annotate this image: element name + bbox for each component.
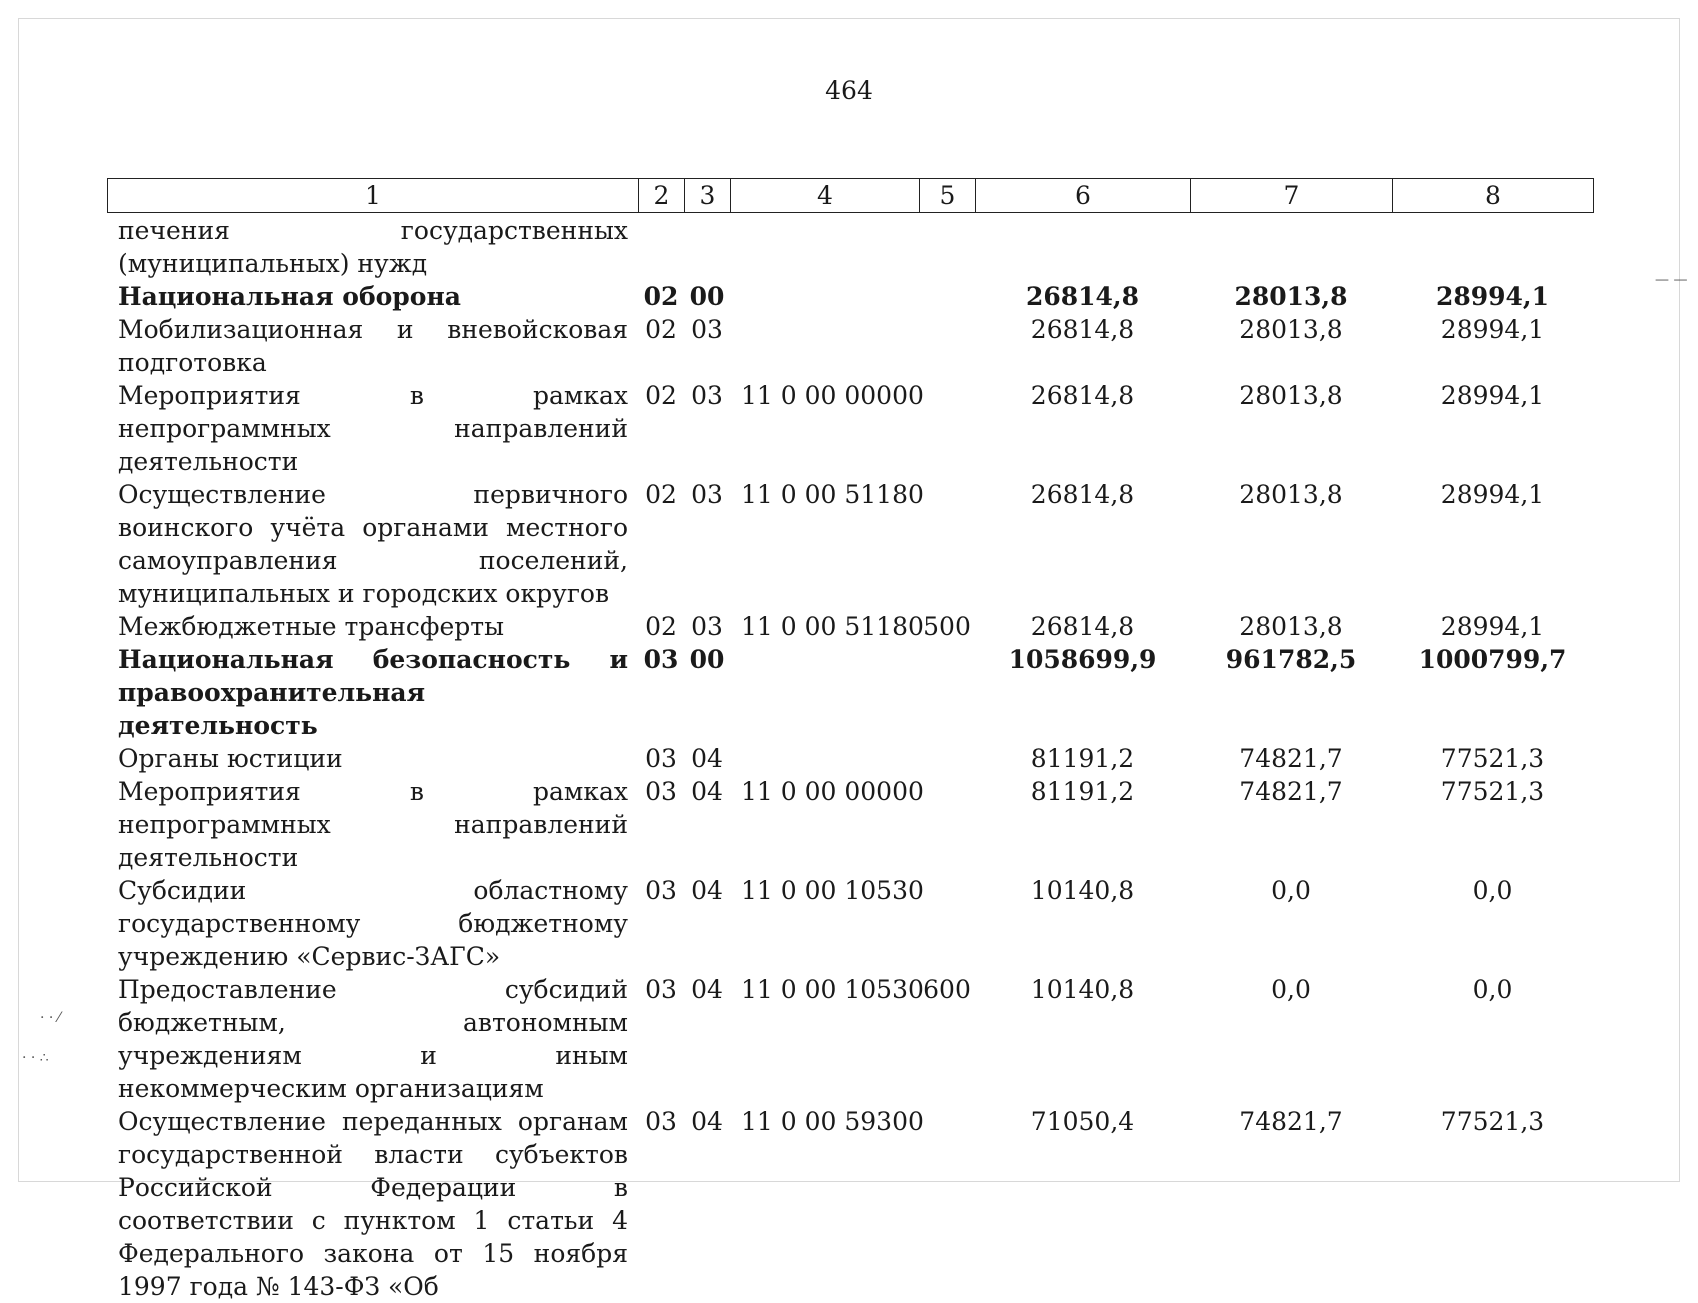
column-header-7: 7 bbox=[1191, 179, 1393, 213]
row-name: Мероприятия в рамках непрограммных направлений деятельности bbox=[118, 381, 628, 476]
column-header-8: 8 bbox=[1393, 179, 1594, 213]
row-amount-year1: 71050,4 bbox=[1030, 1107, 1135, 1136]
scan-artifact: — — bbox=[1655, 272, 1688, 288]
row-amount-year2: 0,0 bbox=[1271, 876, 1311, 905]
row-amount-year2: 0,0 bbox=[1271, 975, 1311, 1004]
row-amount-year3: 77521,3 bbox=[1440, 744, 1545, 773]
row-amount-year2: 28013,8 bbox=[1239, 612, 1343, 641]
column-header-5: 5 bbox=[920, 179, 976, 213]
row-amount-year1: 26814,8 bbox=[1030, 612, 1135, 641]
row-subsection: 04 bbox=[691, 744, 723, 773]
row-name: Органы юстиции bbox=[118, 744, 343, 773]
scan-artifact: · · ∴ bbox=[22, 1050, 49, 1066]
budget-table-body bbox=[107, 214, 1593, 1303]
table-row bbox=[107, 775, 1593, 874]
row-expense-type: 500 bbox=[923, 612, 971, 641]
table-row bbox=[107, 313, 1593, 379]
row-target-article bbox=[730, 313, 919, 379]
table-row bbox=[107, 874, 1593, 973]
row-amount-year1 bbox=[975, 214, 1190, 280]
row-subsection bbox=[684, 214, 730, 280]
row-amount-year2: 28013,8 bbox=[1239, 315, 1343, 344]
row-amount-year3: 28994,1 bbox=[1435, 282, 1550, 311]
row-amount-year1: 1058699,9 bbox=[1008, 645, 1157, 674]
row-name: Субсидии областному государственному бюджетному учреждению «Сервис-ЗАГС» bbox=[118, 876, 628, 971]
row-amount-year1: 10140,8 bbox=[1030, 975, 1135, 1004]
row-subsection: 03 bbox=[691, 381, 723, 410]
table-row bbox=[107, 280, 1593, 313]
column-header-table bbox=[107, 178, 1594, 213]
row-subsection: 04 bbox=[691, 777, 723, 806]
row-section: 03 bbox=[645, 777, 677, 806]
row-section: 02 bbox=[645, 612, 677, 641]
row-section: 02 bbox=[645, 381, 677, 410]
row-amount-year3: 28994,1 bbox=[1440, 480, 1545, 509]
row-amount-year2 bbox=[1190, 214, 1392, 280]
row-section: 02 bbox=[643, 282, 679, 311]
row-expense-type bbox=[919, 379, 975, 478]
row-subsection: 04 bbox=[691, 1107, 723, 1136]
row-amount-year2: 74821,7 bbox=[1239, 777, 1343, 806]
row-name: Межбюджетные трансферты bbox=[118, 612, 505, 641]
row-amount-year3: 28994,1 bbox=[1440, 315, 1545, 344]
row-expense-type bbox=[919, 742, 975, 775]
table-row bbox=[107, 214, 1593, 280]
row-name: Национальная оборона bbox=[118, 282, 461, 311]
table-row bbox=[107, 379, 1593, 478]
row-section: 03 bbox=[645, 744, 677, 773]
row-target-article bbox=[730, 742, 919, 775]
row-target-article: 11 0 00 51180 bbox=[741, 612, 924, 641]
row-target-article: 11 0 00 10530 bbox=[741, 876, 924, 905]
row-amount-year2: 961782,5 bbox=[1225, 645, 1357, 674]
row-subsection: 04 bbox=[691, 975, 723, 1004]
row-expense-type bbox=[919, 775, 975, 874]
scan-artifact: · · ⁄ bbox=[40, 1010, 61, 1026]
row-amount-year3: 77521,3 bbox=[1440, 1107, 1545, 1136]
row-section bbox=[638, 214, 684, 280]
row-amount-year1: 26814,8 bbox=[1025, 282, 1140, 311]
table-row bbox=[107, 742, 1593, 775]
row-section: 02 bbox=[645, 480, 677, 509]
row-name: Мероприятия в рамках непрограммных направлений деятельности bbox=[118, 777, 628, 872]
row-target-article bbox=[730, 214, 919, 280]
row-amount-year2: 28013,8 bbox=[1239, 480, 1343, 509]
row-subsection: 03 bbox=[691, 612, 723, 641]
row-amount-year3: 0,0 bbox=[1472, 975, 1513, 1004]
row-expense-type bbox=[919, 874, 975, 973]
row-subsection: 03 bbox=[691, 315, 723, 344]
row-target-article: 11 0 00 51180 bbox=[741, 480, 924, 509]
row-amount-year3: 28994,1 bbox=[1440, 381, 1545, 410]
row-expense-type bbox=[919, 643, 975, 742]
column-header-4: 4 bbox=[731, 179, 920, 213]
row-subsection: 04 bbox=[691, 876, 723, 905]
row-expense-type bbox=[919, 313, 975, 379]
row-expense-type bbox=[919, 478, 975, 610]
row-amount-year2: 74821,7 bbox=[1239, 1107, 1343, 1136]
row-target-article: 11 0 00 59300 bbox=[741, 1107, 924, 1136]
row-amount-year2: 28013,8 bbox=[1239, 381, 1343, 410]
row-section: 03 bbox=[645, 876, 677, 905]
row-expense-type: 600 bbox=[923, 975, 971, 1004]
row-target-article bbox=[730, 280, 919, 313]
row-amount-year1: 26814,8 bbox=[1030, 381, 1135, 410]
table-row bbox=[107, 973, 1593, 1105]
row-section: 03 bbox=[643, 645, 679, 674]
row-expense-type bbox=[919, 280, 975, 313]
row-section: 03 bbox=[645, 1107, 677, 1136]
row-amount-year1: 26814,8 bbox=[1030, 480, 1135, 509]
row-section: 03 bbox=[645, 975, 677, 1004]
page-number: 464 bbox=[825, 76, 873, 105]
row-amount-year3: 77521,3 bbox=[1440, 777, 1545, 806]
row-expense-type bbox=[919, 214, 975, 280]
row-name: Национальная безопасность и правоохранительная деятельность bbox=[118, 645, 628, 740]
row-section: 02 bbox=[645, 315, 677, 344]
row-amount-year1: 81191,2 bbox=[1030, 744, 1135, 773]
column-header-2: 2 bbox=[639, 179, 685, 213]
budget-table bbox=[107, 214, 1593, 1303]
column-header-6: 6 bbox=[976, 179, 1191, 213]
row-target-article: 11 0 00 00000 bbox=[741, 381, 924, 410]
row-amount-year3: 0,0 bbox=[1472, 876, 1513, 905]
row-subsection: 00 bbox=[689, 645, 725, 674]
row-name: Осуществление переданных органам государственной власти субъектов Российской Федерации в соответствии с пунктом 1 статьи 4 Федерального закона от 15 ноября 1997 года № 143-ФЗ «Об bbox=[118, 1107, 628, 1301]
table-row bbox=[107, 1105, 1593, 1303]
column-header-1: 1 bbox=[108, 179, 639, 213]
row-amount-year2: 74821,7 bbox=[1239, 744, 1343, 773]
column-header-3: 3 bbox=[685, 179, 731, 213]
table-row bbox=[107, 610, 1593, 643]
row-amount-year1: 10140,8 bbox=[1030, 876, 1135, 905]
table-row bbox=[107, 478, 1593, 610]
row-target-article bbox=[730, 643, 919, 742]
row-amount-year1: 26814,8 bbox=[1030, 315, 1135, 344]
column-header-row bbox=[108, 179, 1594, 213]
row-subsection: 03 bbox=[691, 480, 723, 509]
row-name: печения государственных (муниципальных) нужд bbox=[118, 216, 628, 278]
row-name: Предоставление субсидий бюджетным, автономным учреждениям и иным некоммерческим организациям bbox=[118, 975, 628, 1103]
row-amount-year3 bbox=[1392, 214, 1593, 280]
row-subsection: 00 bbox=[689, 282, 725, 311]
row-amount-year3: 28994,1 bbox=[1440, 612, 1545, 641]
row-name: Мобилизационная и вневойсковая подготовка bbox=[118, 315, 628, 377]
row-amount-year3: 1000799,7 bbox=[1418, 645, 1567, 674]
row-name: Осуществление первичного воинского учёта органами местного самоуправления поселений, муниципальных и городских округов bbox=[118, 480, 628, 608]
row-target-article: 11 0 00 00000 bbox=[741, 777, 924, 806]
row-amount-year2: 28013,8 bbox=[1234, 282, 1348, 311]
table-row bbox=[107, 643, 1593, 742]
row-target-article: 11 0 00 10530 bbox=[741, 975, 924, 1004]
row-amount-year1: 81191,2 bbox=[1030, 777, 1135, 806]
row-expense-type bbox=[919, 1105, 975, 1303]
